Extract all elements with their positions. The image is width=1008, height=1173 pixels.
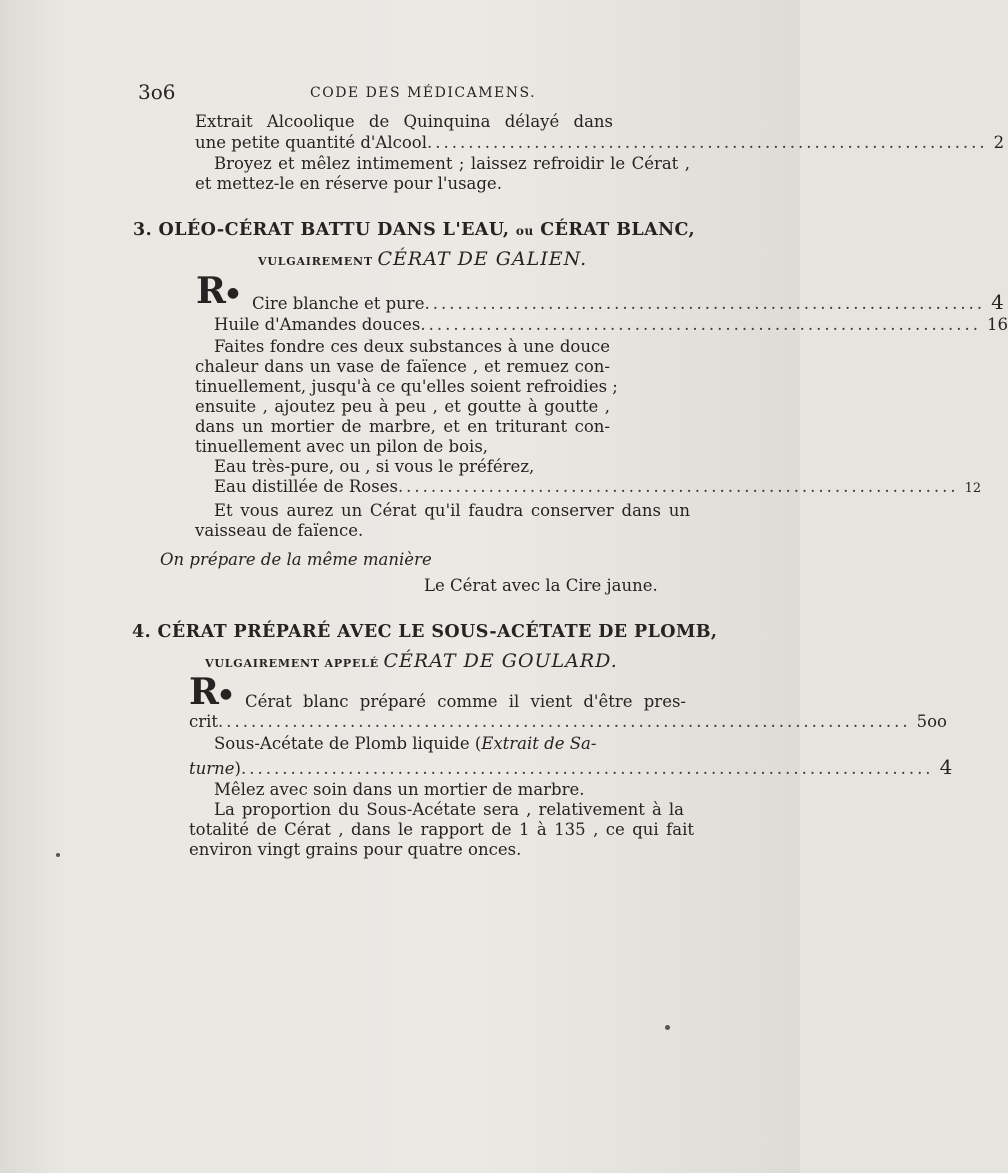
mixing-line-1: Mêlez avec soin dans un mortier de marbre. (214, 780, 585, 799)
ingredient-name: turne (189, 759, 235, 778)
section-4-subheading (205, 652, 618, 671)
ingredient-quantity: 5oo (916, 712, 947, 731)
page-number: 3o6 (138, 80, 176, 104)
ingredient-2-line-1: Sous-Acétate de Plomb liquide (Extrait de Sa- (214, 734, 597, 753)
same-preparation-note: On prépare de la même manière (160, 550, 432, 569)
instructions-line-2: chaleur dans un vase de faïence , et remuez con- (195, 357, 610, 376)
mixing-line-2: La proportion du Sous-Acétate sera , relativement à la (214, 800, 684, 819)
ingredient-quantity: 4 (991, 290, 1004, 314)
section-3-subheading (258, 250, 587, 269)
intro-line-1: Extrait Alcoolique de Quinquina délayé dans (195, 112, 613, 131)
intro-line-3: Broyez et mêlez intimement ; laissez refroidir le Cérat , (214, 154, 690, 173)
section-3-sub-prefix: VULGAIREMENT (258, 255, 373, 268)
ingredient-row: crit .................................................................................... 5oo (189, 712, 947, 731)
section-4-sub-prefix: VULGAIREMENT APPELÉ (205, 657, 379, 670)
instructions-line-6: tinuellement avec un pilon de bois, (195, 437, 489, 456)
ingredient-quantity: 4 (939, 755, 953, 779)
ingredient-row: Huile d'Amandes douces .................................................................... 16 (214, 315, 1008, 334)
recipe-symbol: R● (196, 270, 240, 312)
ingredient-row: turne ) .................................................................................... 4 (189, 755, 953, 779)
paper-speck (665, 1025, 670, 1030)
ingredient-name: Huile d'Amandes douces (214, 315, 421, 334)
ingredient-row: Eau distillée de Roses .................................................................... 12 (214, 477, 982, 496)
ingredient-name: Cire blanche et pure (252, 294, 425, 313)
conclusion-line-1: Et vous aurez un Cérat qu'il faudra conserver dans un (214, 501, 690, 520)
instructions-line-1: Faites fondre ces deux substances à une douce (214, 337, 610, 356)
instructions-line-4: ensuite , ajoutez peu à peu , et goutte à goutte , (195, 397, 610, 416)
ingredient-row: Cire blanche et pure .................................................................... 4 (252, 290, 1004, 314)
intro-line-2: une petite quantité d'Alcool .................................................................... 2 (195, 133, 1005, 152)
ingredient-name: Eau distillée de Roses (214, 477, 398, 496)
intro-quantity: 2 (993, 133, 1005, 152)
mixing-line-3: totalité de Cérat , dans le rapport de 1 à 135 , ce qui fait (189, 820, 694, 839)
conclusion-line-2: vaisseau de faïence. (195, 521, 364, 540)
ingredient-quantity: 12 (964, 481, 982, 496)
water-line-1: Eau très-pure, ou , si vous le préférez, (214, 457, 535, 476)
running-title: CODE DES MÉDICAMENS. (310, 85, 537, 101)
section-4-sub-name: CÉRAT DE GOULARD. (383, 650, 618, 672)
section-4-heading: 4. CÉRAT PRÉPARÉ AVEC LE SOUS-ACÉTATE DE PLOMB, (132, 622, 718, 642)
ingredient-1-line-1: Cérat blanc préparé comme il vient d'être pres- (245, 692, 686, 711)
instructions-line-3: tinuellement, jusqu'à ce qu'elles soient refroidies ; (195, 377, 618, 396)
mixing-line-4: environ vingt grains pour quatre onces. (189, 840, 522, 859)
recipe-symbol: R● (189, 671, 233, 713)
paper-speck (56, 853, 60, 857)
yellow-wax-variant: Le Cérat avec la Cire jaune. (424, 576, 658, 595)
section-3-sub-name: CÉRAT DE GALIEN. (377, 248, 588, 270)
ingredient-name: crit (189, 712, 219, 731)
ingredient-quantity: 16 (987, 315, 1008, 334)
section-3-heading-ou: ou (515, 224, 534, 238)
intro-line-2-text: une petite quantité d'Alcool (195, 133, 428, 152)
section-3-heading (133, 222, 697, 240)
section-3-heading-tail: CÉRAT BLANC, (540, 220, 696, 240)
instructions-line-5: dans un mortier de marbre, et en triturant con- (195, 417, 610, 436)
section-3-heading-main: 3. OLÉO-CÉRAT BATTU DANS L'EAU, (133, 220, 510, 240)
intro-line-4: et mettez-le en réserve pour l'usage. (195, 174, 502, 193)
